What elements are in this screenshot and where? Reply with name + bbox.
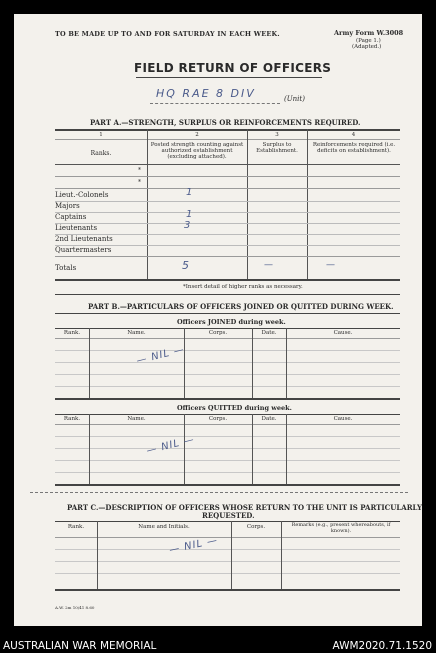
asterisk-row-2: * bbox=[138, 179, 141, 186]
col-num-4: 4 bbox=[351, 132, 356, 138]
part-c-heading-line2: REQUESTED. bbox=[202, 511, 255, 520]
col-num-1: 1 bbox=[99, 132, 103, 138]
totals-surplus: — bbox=[264, 260, 273, 270]
rank-label-lt-colonels: Lieut.-Colonels bbox=[55, 191, 109, 199]
joined-col-rank: Rank. bbox=[63, 330, 81, 336]
instruction-text: TO BE MADE UP TO AND FOR SATURDAY IN EACH WEEK. bbox=[55, 30, 280, 38]
archive-footer bbox=[0, 634, 436, 653]
quitted-col-name: Name. bbox=[127, 416, 146, 422]
part-c-col-remarks: Remarks (e.g., present whereabouts, if known). bbox=[291, 522, 391, 534]
joined-title: Officers JOINED during week. bbox=[177, 318, 286, 326]
quitted-col-rank: Rank. bbox=[63, 416, 81, 422]
strength-lieutenants: 3 bbox=[184, 220, 191, 231]
part-a-heading: PART A.—STRENGTH, SURPLUS OR REINFORCEMENTS REQUIRED. bbox=[90, 118, 361, 127]
joined-col-cause: Cause. bbox=[333, 330, 353, 336]
part-c-col-corps: Corps. bbox=[246, 524, 266, 530]
rank-label-lieutenants: Lieutenants bbox=[55, 224, 98, 232]
part-c-col-rank: Rank. bbox=[67, 524, 85, 530]
part-c-col-name: Name and Initials. bbox=[138, 524, 190, 530]
col-header-strength: Posted strength counting against authorized establishment (excluding attached). bbox=[150, 142, 244, 160]
footer-institution: AUSTRALIAN WAR MEMORIAL bbox=[3, 640, 157, 652]
part-c-heading-line1: PART C.—DESCRIPTION OF OFFICERS WHOSE RETURN TO THE UNIT IS PARTICULARLY bbox=[67, 503, 422, 512]
form-page bbox=[14, 14, 422, 626]
quitted-title: Officers QUITTED during week. bbox=[177, 404, 292, 412]
joined-col-date: Date. bbox=[261, 330, 277, 336]
rank-label-majors: Majors bbox=[55, 202, 80, 210]
form-number: Army Form W.3008 bbox=[334, 29, 404, 37]
asterisk-row-1: * bbox=[138, 167, 141, 174]
totals-reinforcements: — bbox=[326, 260, 335, 270]
strength-captains: 1 bbox=[186, 209, 193, 220]
quitted-col-date: Date. bbox=[261, 416, 277, 422]
rank-label-captains: Captains bbox=[55, 213, 87, 221]
part-b-heading: PART B.—PARTICULARS OF OFFICERS JOINED OR QUITTED DURING WEEK. bbox=[88, 302, 394, 311]
col-header-ranks: Ranks. bbox=[90, 150, 112, 157]
fold-line bbox=[30, 492, 408, 493]
page-title: FIELD RETURN OF OFFICERS bbox=[134, 61, 332, 75]
form-page-number: (Page 1.) bbox=[356, 38, 381, 44]
part-a-footnote: *Insert detail of higher ranks as necessary. bbox=[183, 284, 303, 290]
joined-col-name: Name. bbox=[127, 330, 146, 336]
unit-handwritten: HQ RAE 8 DIV bbox=[156, 87, 256, 100]
col-header-surplus: Surplus to Establishment. bbox=[256, 142, 298, 154]
form-adapted: (Adapted.) bbox=[352, 44, 382, 50]
print-code: A.W. 2m 10/41 8.60 bbox=[55, 605, 95, 610]
strength-lt-colonels: 1 bbox=[186, 187, 193, 198]
joined-col-corps: Corps. bbox=[208, 330, 228, 336]
footer-accession-number: AWM2020.71.1520 bbox=[332, 640, 432, 652]
quitted-nil-entry: — NIL — bbox=[145, 434, 196, 457]
unit-label: (Unit) bbox=[284, 95, 305, 103]
quitted-col-cause: Cause. bbox=[333, 416, 353, 422]
quitted-col-corps: Corps. bbox=[208, 416, 228, 422]
totals-strength: 5 bbox=[182, 259, 189, 272]
part-c-nil-entry: — NIL — bbox=[168, 534, 219, 557]
rank-label-2nd-lieutenants: 2nd Lieutenants bbox=[55, 235, 113, 243]
unit-line bbox=[150, 103, 280, 104]
col-num-2: 2 bbox=[195, 132, 199, 138]
totals-label: Totals bbox=[55, 264, 77, 272]
rank-label-quartermasters: Quartermasters bbox=[55, 246, 112, 254]
part-a-top-rule bbox=[55, 129, 400, 131]
title-underline bbox=[136, 77, 322, 78]
col-header-reinforcements: Reinforcements required (i.e. deficits on establishment). bbox=[312, 142, 396, 154]
joined-nil-entry: — NIL — bbox=[135, 344, 186, 367]
col-num-3: 3 bbox=[275, 132, 279, 138]
